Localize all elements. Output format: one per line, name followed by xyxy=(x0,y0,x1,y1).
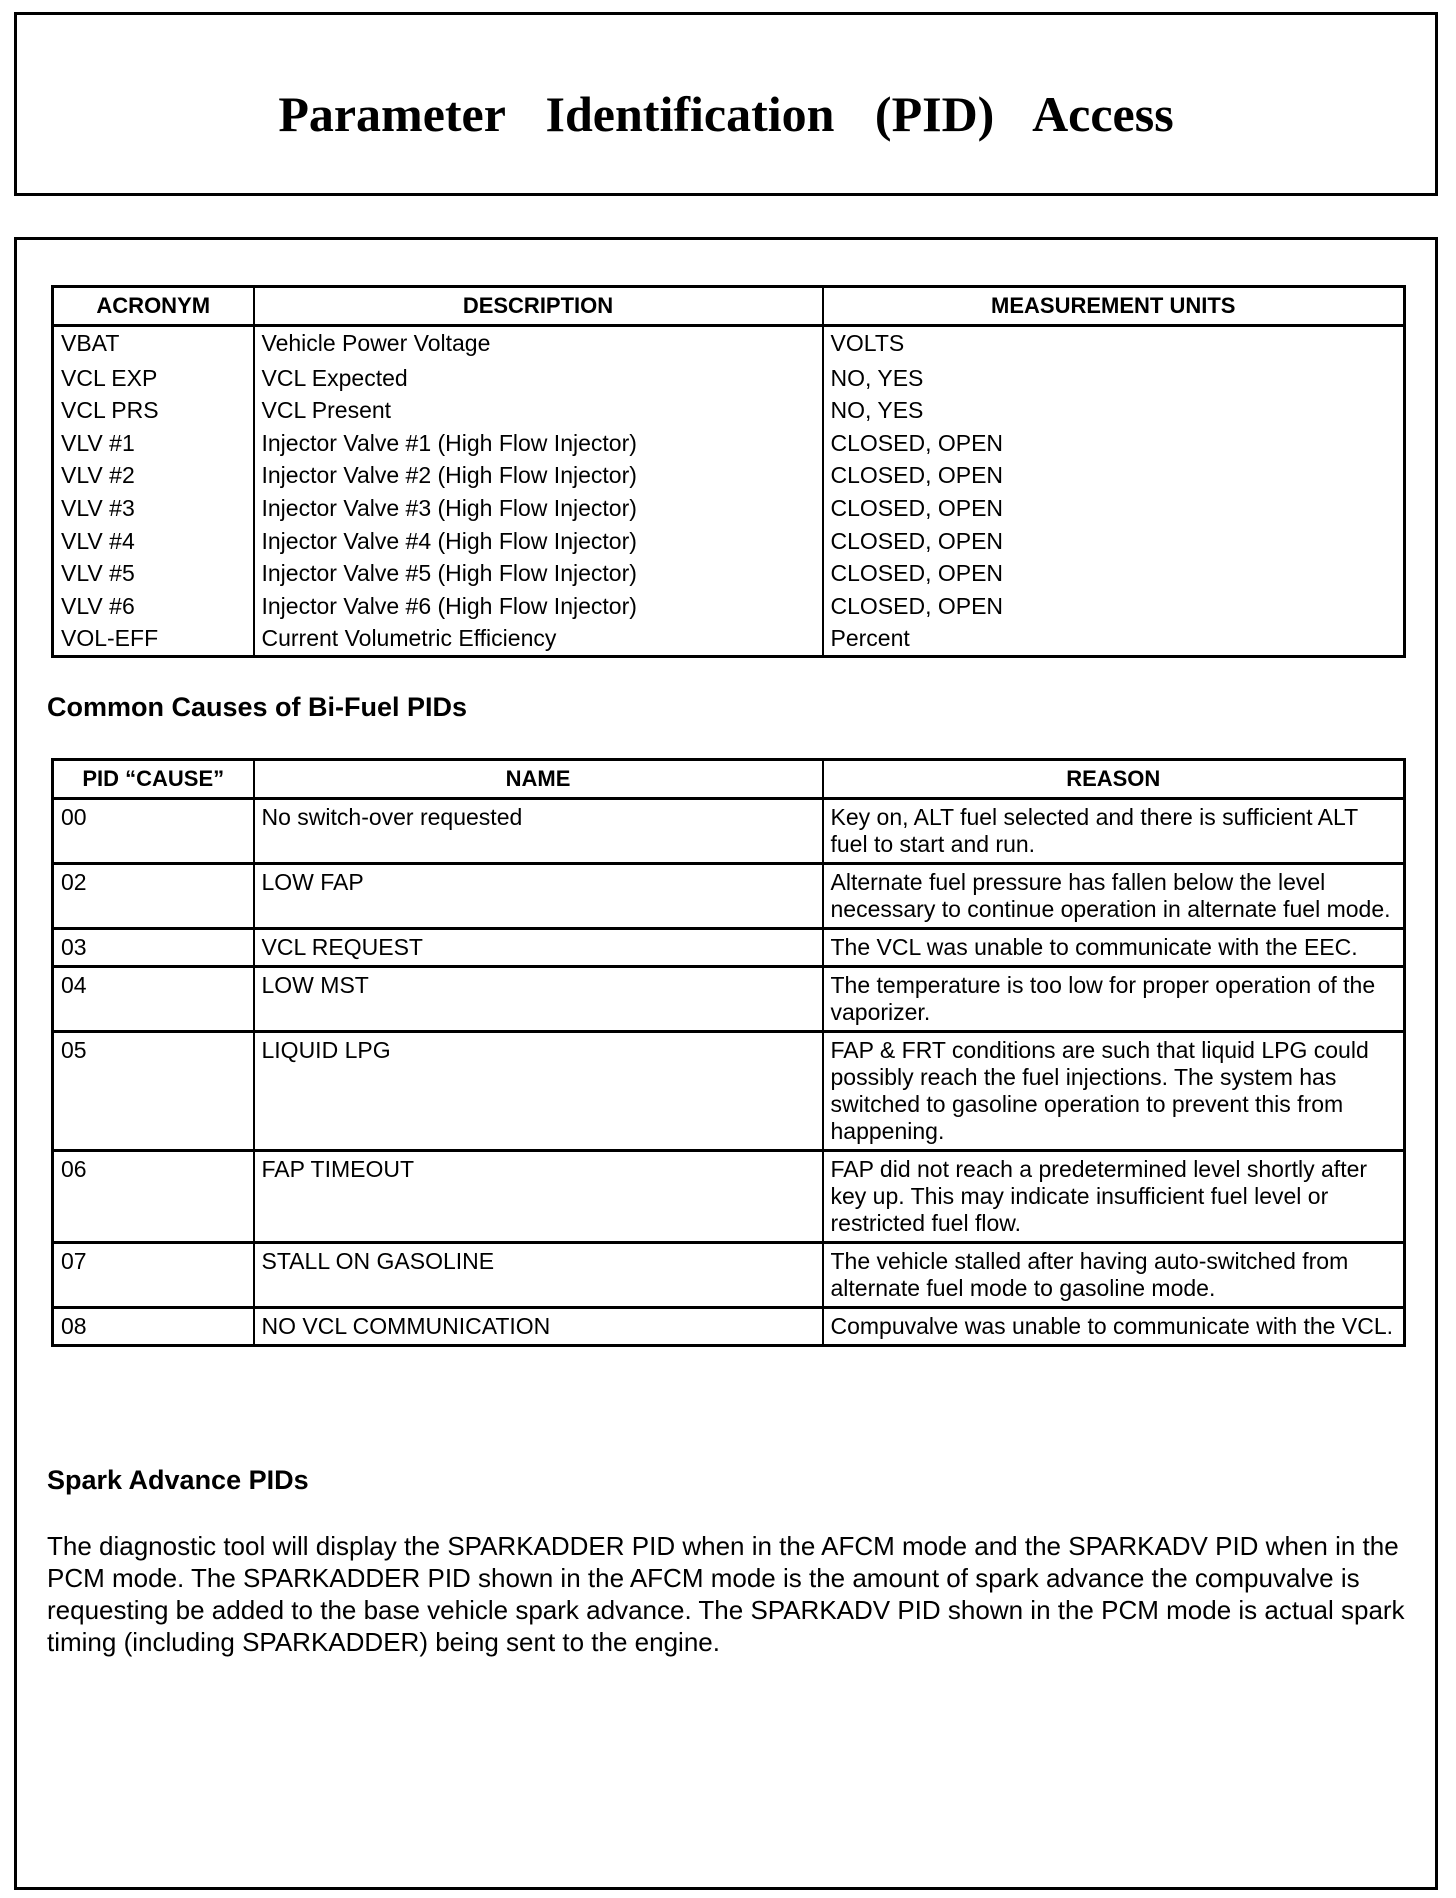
units-cell: CLOSED, OPEN xyxy=(823,492,1405,525)
cause-table-header xyxy=(53,760,1405,799)
description-cell: Vehicle Power Voltage xyxy=(254,326,823,360)
table-row xyxy=(53,427,1405,460)
column-header: NAME xyxy=(254,760,823,799)
causes-heading: Common Causes of Bi-Fuel PIDs xyxy=(47,692,468,722)
cause-name-cell: LIQUID LPG xyxy=(254,1032,823,1151)
table-row xyxy=(53,590,1405,623)
description-cell: Injector Valve #3 (High Flow Injector) xyxy=(254,492,823,525)
cause-code-cell: 06 xyxy=(53,1151,254,1243)
column-header: MEASUREMENT UNITS xyxy=(823,287,1405,326)
table-row xyxy=(53,394,1405,427)
table-row xyxy=(53,622,1405,656)
acronym-cell: VOL-EFF xyxy=(53,622,254,656)
cause-reason-cell: Alternate fuel pressure has fallen below the level necessary to continue operation in alternate fuel mode. xyxy=(823,864,1405,929)
acronym-cell: VLV #3 xyxy=(53,492,254,525)
table-row xyxy=(53,1032,1405,1151)
cause-code-cell: 05 xyxy=(53,1032,254,1151)
acronym-cell: VCL EXP xyxy=(53,360,254,395)
cause-name-cell: FAP TIMEOUT xyxy=(254,1151,823,1243)
cause-reason-cell: The VCL was unable to communicate with the EEC. xyxy=(823,929,1405,967)
cause-name-cell: STALL ON GASOLINE xyxy=(254,1243,823,1308)
table-row xyxy=(53,929,1405,967)
table-row xyxy=(53,326,1405,360)
units-cell: CLOSED, OPEN xyxy=(823,427,1405,460)
acronym-cell: VCL PRS xyxy=(53,394,254,427)
description-cell: Current Volumetric Efficiency xyxy=(254,622,823,656)
table-row xyxy=(53,557,1405,590)
cause-name-cell: LOW MST xyxy=(254,967,823,1032)
table-row xyxy=(53,1151,1405,1243)
cause-code-cell: 02 xyxy=(53,864,254,929)
units-cell: CLOSED, OPEN xyxy=(823,590,1405,623)
column-header: DESCRIPTION xyxy=(254,287,823,326)
column-header: REASON xyxy=(823,760,1405,799)
cause-code-cell: 07 xyxy=(53,1243,254,1308)
table-row xyxy=(53,525,1405,558)
description-cell: Injector Valve #1 (High Flow Injector) xyxy=(254,427,823,460)
acronym-cell: VLV #2 xyxy=(53,459,254,492)
cause-name-cell: NO VCL COMMUNICATION xyxy=(254,1308,823,1346)
cause-reason-cell: Compuvalve was unable to communicate with the VCL. xyxy=(823,1308,1405,1346)
spark-heading: Spark Advance PIDs xyxy=(47,1465,309,1495)
pid-table xyxy=(51,285,1406,658)
column-header: PID “CAUSE” xyxy=(53,760,254,799)
table-row xyxy=(53,1243,1405,1308)
content-box xyxy=(14,237,1438,1890)
cause-code-cell: 08 xyxy=(53,1308,254,1346)
table-row xyxy=(53,967,1405,1032)
units-cell: VOLTS xyxy=(823,326,1405,360)
cause-reason-cell: FAP & FRT conditions are such that liquid LPG could possibly reach the fuel injections. The system has switched to gasoline operation to prevent this from happening. xyxy=(823,1032,1405,1151)
units-cell: CLOSED, OPEN xyxy=(823,525,1405,558)
cause-name-cell: LOW FAP xyxy=(254,864,823,929)
description-cell: Injector Valve #6 (High Flow Injector) xyxy=(254,590,823,623)
units-cell: NO, YES xyxy=(823,360,1405,395)
cause-code-cell: 04 xyxy=(53,967,254,1032)
cause-name-cell: VCL REQUEST xyxy=(254,929,823,967)
cause-code-cell: 00 xyxy=(53,799,254,864)
acronym-cell: VBAT xyxy=(53,326,254,360)
table-row xyxy=(53,1308,1405,1346)
page-title: Parameter Identification (PID) Access xyxy=(278,86,1174,142)
description-cell: Injector Valve #2 (High Flow Injector) xyxy=(254,459,823,492)
description-cell: Injector Valve #5 (High Flow Injector) xyxy=(254,557,823,590)
table-row xyxy=(53,459,1405,492)
column-header: ACRONYM xyxy=(53,287,254,326)
units-cell: CLOSED, OPEN xyxy=(823,557,1405,590)
title-box xyxy=(14,12,1438,196)
spark-paragraph: The diagnostic tool will display the SPARKADDER PID when in the AFCM mode and the SPARKADV PID when in the PCM mode. The SPARKADDER PID shown in the AFCM mode is the amount of spark advance the compuvalve is requesting be added to the base vehicle spark advance. The SPARKADV PID shown in the PCM mode is actual spark timing (including SPARKADDER) being sent to the engine. xyxy=(47,1531,1405,1657)
description-cell: VCL Expected xyxy=(254,360,823,395)
acronym-cell: VLV #4 xyxy=(53,525,254,558)
units-cell: NO, YES xyxy=(823,394,1405,427)
cause-reason-cell: The temperature is too low for proper operation of the vaporizer. xyxy=(823,967,1405,1032)
acronym-cell: VLV #6 xyxy=(53,590,254,623)
table-row xyxy=(53,864,1405,929)
table-row xyxy=(53,360,1405,395)
cause-reason-cell: FAP did not reach a predetermined level shortly after key up. This may indicate insufficient fuel level or restricted fuel flow. xyxy=(823,1151,1405,1243)
acronym-cell: VLV #5 xyxy=(53,557,254,590)
description-cell: Injector Valve #4 (High Flow Injector) xyxy=(254,525,823,558)
description-cell: VCL Present xyxy=(254,394,823,427)
cause-reason-cell: The vehicle stalled after having auto-switched from alternate fuel mode to gasoline mode. xyxy=(823,1243,1405,1308)
acronym-cell: VLV #1 xyxy=(53,427,254,460)
pid-table-header xyxy=(53,287,1405,326)
cause-reason-cell: Key on, ALT fuel selected and there is sufficient ALT fuel to start and run. xyxy=(823,799,1405,864)
cause-name-cell: No switch-over requested xyxy=(254,799,823,864)
table-row xyxy=(53,492,1405,525)
cause-table xyxy=(51,758,1406,1347)
units-cell: CLOSED, OPEN xyxy=(823,459,1405,492)
table-row xyxy=(53,799,1405,864)
cause-code-cell: 03 xyxy=(53,929,254,967)
units-cell: Percent xyxy=(823,622,1405,656)
